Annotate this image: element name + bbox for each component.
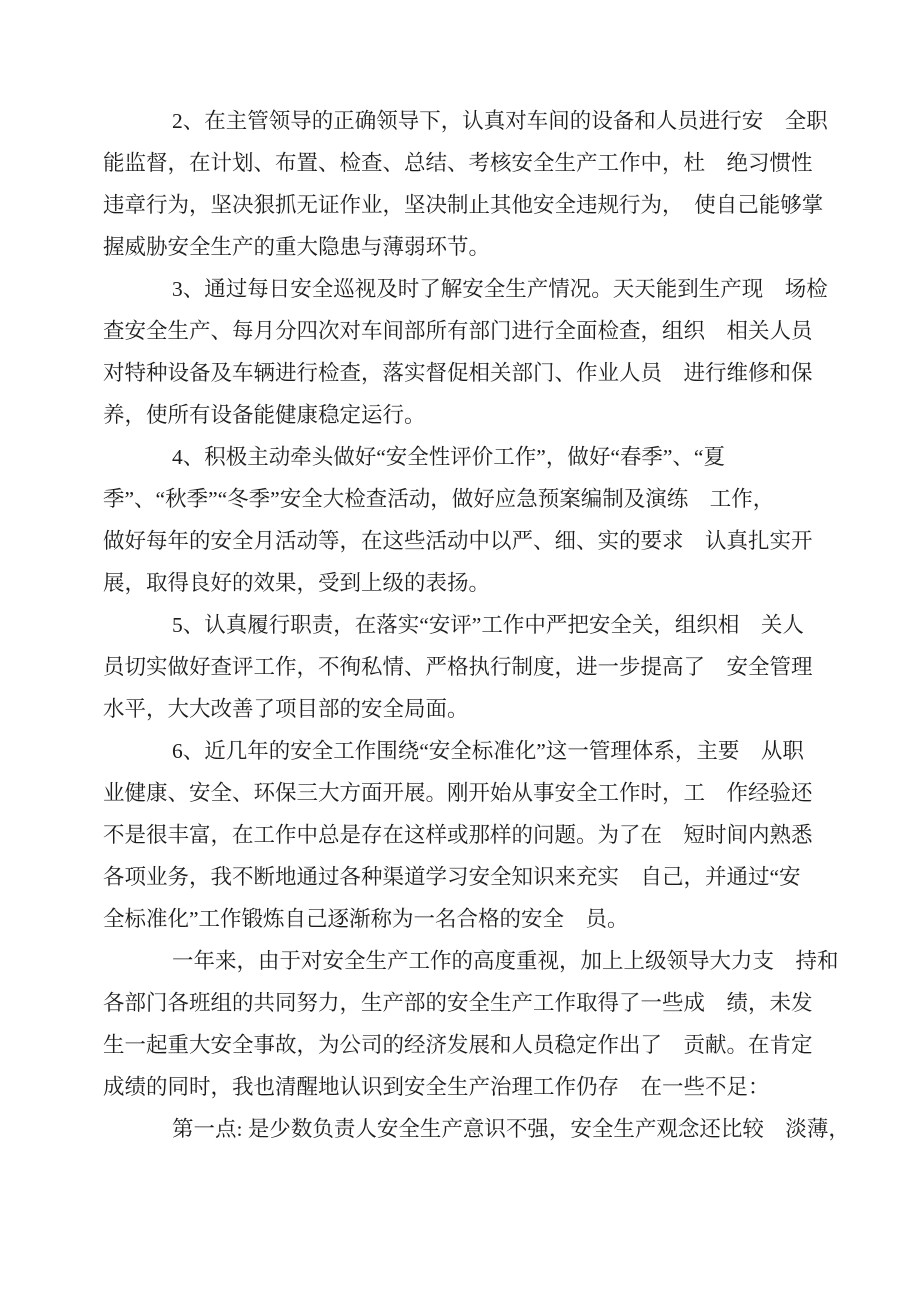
text-line: 违章行为，坚决狠抓无证作业，坚决制止其他安全违规行为， 使自己能够掌 — [103, 193, 824, 217]
text-line: 查安全生产、每月分四次对车间部所有部门进行全面检查，组织 相关人员 — [103, 319, 813, 343]
paragraph-item-5 — [103, 604, 820, 730]
paragraph-item-3 — [103, 268, 828, 436]
text-line: 第一点: 是少数负责人安全生产意识不强，安全生产观念还比较 淡薄， — [172, 1117, 850, 1141]
text-line: 全标准化”工作锻炼自己逐渐称为一名合格的安全 员。 — [103, 907, 629, 931]
text-line: 3、通过每日安全巡视及时了解安全生产情况。天天能到生产现 场检 — [172, 277, 828, 301]
paragraph-item-6 — [103, 730, 820, 940]
text-line: 能监督，在计划、布置、检查、总结、考核安全生产工作中，杜 绝习惯性 — [103, 151, 813, 175]
text-line: 业健康、安全、环保三大方面开展。刚开始从事安全工作时，工 作经验还 — [103, 781, 813, 805]
text-line: 6、近几年的安全工作围绕“安全标准化”这一管理体系，主要 从职 — [172, 739, 804, 763]
text-line: 员切实做好查评工作，不徇私情、严格执行制度，进一步提高了 安全管理 — [103, 655, 813, 679]
paragraph-shortcoming-1 — [103, 1108, 850, 1150]
text-line: 生一起重大安全事故，为公司的经济发展和人员稳定作出了 贡献。在肯定 — [103, 1033, 813, 1057]
text-line: 季”、“秋季”“冬季”安全大检查活动，做好应急预案编制及演练 工作， — [103, 487, 775, 511]
text-line: 一年来，由于对安全生产工作的高度重视，加上上级领导大力支 持和 — [172, 949, 839, 973]
text-line: 水平，大大改善了项目部的安全局面。 — [103, 697, 469, 721]
text-line: 做好每年的安全月活动等，在这些活动中以严、细、实的要求 认真扎实开 — [103, 529, 813, 553]
text-line: 握威胁安全生产的重大隐患与薄弱环节。 — [103, 235, 491, 259]
text-line: 各部门各班组的共同努力，生产部的安全生产工作取得了一些成 绩，未发 — [103, 991, 813, 1015]
text-line: 成绩的同时，我也清醒地认识到安全生产治理工作仍存 在一些不足： — [103, 1075, 770, 1099]
paragraph-item-2 — [103, 100, 828, 268]
paragraph-year-summary — [103, 940, 839, 1108]
text-line: 对特种设备及车辆进行检查，落实督促相关部门、作业人员 进行维修和保 — [103, 361, 813, 385]
paragraph-item-4 — [103, 436, 820, 604]
text-line: 不是很丰富，在工作中总是存在这样或那样的问题。为了在 短时间内熟悉 — [103, 823, 813, 847]
text-line: 展，取得良好的效果，受到上级的表扬。 — [103, 571, 491, 595]
text-line: 4、积极主动牵头做好“安全性评价工作”，做好“春季”、“夏 — [172, 445, 725, 469]
text-line: 5、认真履行职责，在落实“安评”工作中严把安全关，组织相 关人 — [172, 613, 804, 637]
text-line: 养，使所有设备能健康稳定运行。 — [103, 403, 426, 427]
text-line: 各项业务，我不断地通过各种渠道学习安全知识来充实 自己，并通过“安 — [103, 865, 801, 889]
text-line: 2、在主管领导的正确领导下，认真对车间的设备和人员进行安 全职 — [172, 109, 828, 133]
